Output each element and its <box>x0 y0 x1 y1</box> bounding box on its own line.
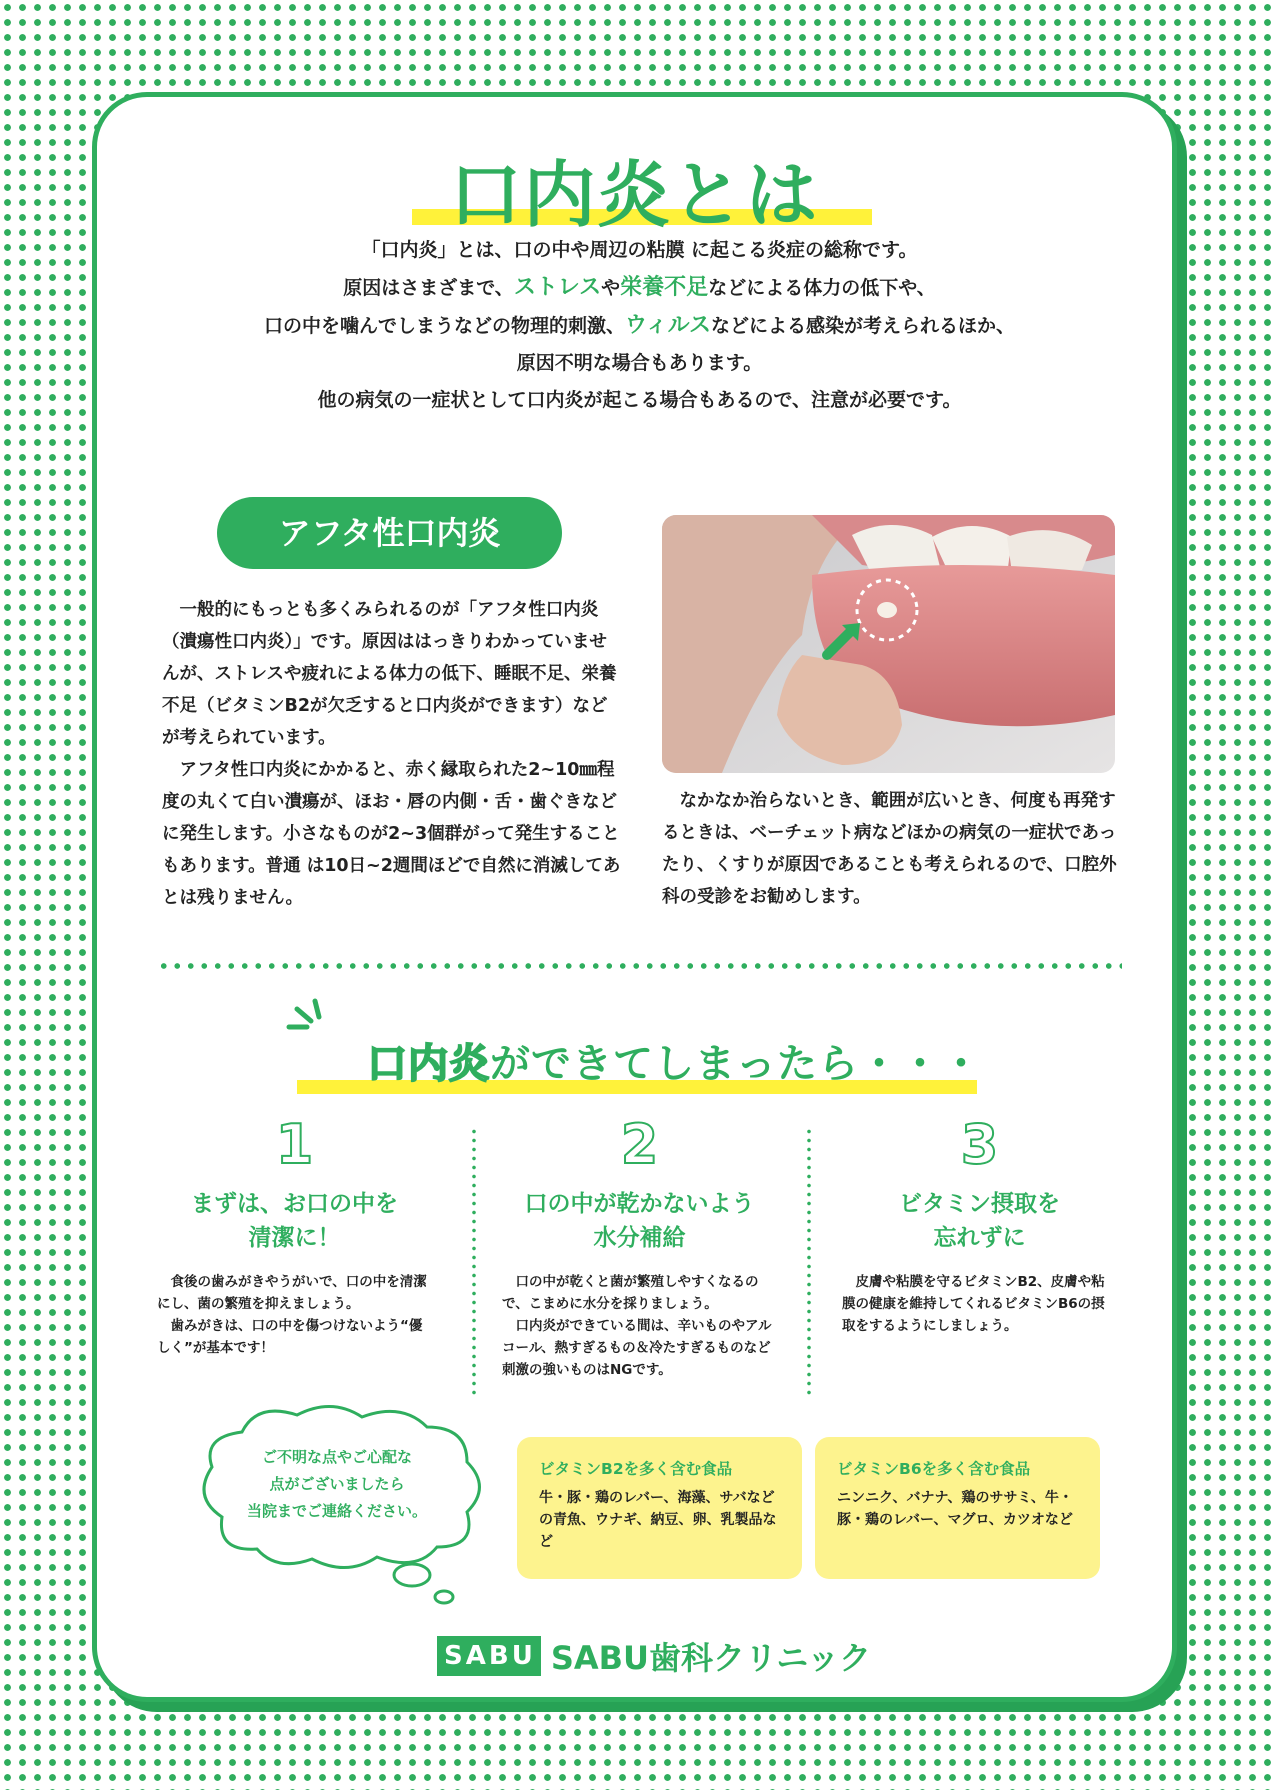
step-body: 食後の歯みがきやうがいで、口の中を清潔にし、菌の繁殖を抑えましょう。 歯みがきは、口の中を傷つけないよう“優しく”が基本です！ <box>157 1274 427 1356</box>
intro-line: 原因不明な場合もあります。 <box>516 352 763 374</box>
aphtha-heading: アフタ性口内炎 <box>217 497 562 569</box>
step-body: 口の中が乾くと菌が繁殖しやすくなるので、こまめに水分を採りましょう。 口内炎ができている間は、辛いものやアルコール、熱すぎるもの＆冷たすぎるものなど刺激の強いものはNGです。 <box>502 1274 772 1378</box>
content-card <box>92 92 1177 1702</box>
section2-title: 口内炎ができてしまったら・・・ <box>367 1041 982 1087</box>
contact-message: ご不明な点やご心配な 点がございましたら 当院までご連絡ください。 <box>246 1448 427 1520</box>
aphtha-right-text: なかなか治らないとき、範囲が広いとき、何度も再発するときは、ベーチェット病などほかの病気の一症状であったり、くすりが原因であることも考えられるので、口腔外科の受診をお勧めします。 <box>662 791 1117 907</box>
step-heading: 口の中が乾かないよう 水分補給 <box>524 1191 755 1251</box>
step-number: 2 <box>620 1113 659 1176</box>
intro-line: 他の病気の一症状として口内炎が起こる場合もあるので、注意が必要です。 <box>317 389 962 411</box>
step-1 <box>157 1113 432 1359</box>
section-divider <box>157 963 1122 969</box>
step-heading: ビタミン摂取を 忘れずに <box>899 1191 1060 1251</box>
mouth-photo <box>662 515 1115 773</box>
page-title: 口内炎とは <box>449 153 820 237</box>
clinic-logo <box>437 1631 871 1681</box>
step-divider <box>807 1127 811 1397</box>
emphasis-lines-icon <box>277 997 337 1057</box>
intro-line: 「口内炎」とは、口の中や周辺の粘膜 に起こる炎症の総称です。 <box>361 239 918 261</box>
food-box-b6 <box>815 1437 1100 1579</box>
logo-mark: S A B U <box>437 1636 541 1676</box>
food-box-b2 <box>517 1437 802 1579</box>
clinic-name: SABU歯科クリニック <box>550 1639 872 1677</box>
intro-text <box>157 232 1122 419</box>
food-body: 牛・豚・鶏のレバー、海藻、サバなどの青魚、ウナギ、納豆、卵、乳製品など <box>539 1490 777 1550</box>
step-divider <box>472 1127 476 1397</box>
aphtha-left-text: 一般的にもっとも多くみられるのが「アフタ性口内炎（潰瘍性口内炎）」です。原因ははっきりわかっていませんが、ストレスや疲れによる体力の低下、睡眠不足、栄養不足（ビタミンB2が欠乏すると口内炎ができます）などが考えられています。 アフタ性口内炎にかかると、赤く縁取られた2~10㎜程度の丸くて白い潰瘍が、ほお・唇の内側・舌・歯ぐきなどに発生します。小さなものが2~3個群がって発生することもあります。普通 は10日~2週間ほどで自然に消滅してあとは残りません。 <box>162 600 621 908</box>
food-body: ニンニク、バナナ、鶏のササミ、牛・豚・鶏のレバー、マグロ、カツオなど <box>837 1490 1073 1528</box>
intro-line: 口の中を噛んでしまうなどの物理的刺激、ウィルスなどによる感染が考えられるほか、 <box>263 313 1016 338</box>
step-3 <box>842 1113 1117 1337</box>
food-title: ビタミンB2を多く含む食品 <box>539 1460 733 1478</box>
food-title: ビタミンB6を多く含む食品 <box>837 1460 1031 1478</box>
step-heading: まずは、お口の中を 清潔に！ <box>191 1191 398 1251</box>
intro-line: 原因はさまざまで、ストレスや栄養不足などによる体力の低下や、 <box>343 275 936 300</box>
step-2 <box>502 1113 777 1381</box>
step-number: 3 <box>960 1113 999 1176</box>
step-body: 皮膚や粘膜を守るビタミンB2、皮膚や粘膜の健康を維持してくれるビタミンB6の摂取をするようにしましょう。 <box>842 1274 1105 1334</box>
step-number: 1 <box>275 1113 314 1176</box>
